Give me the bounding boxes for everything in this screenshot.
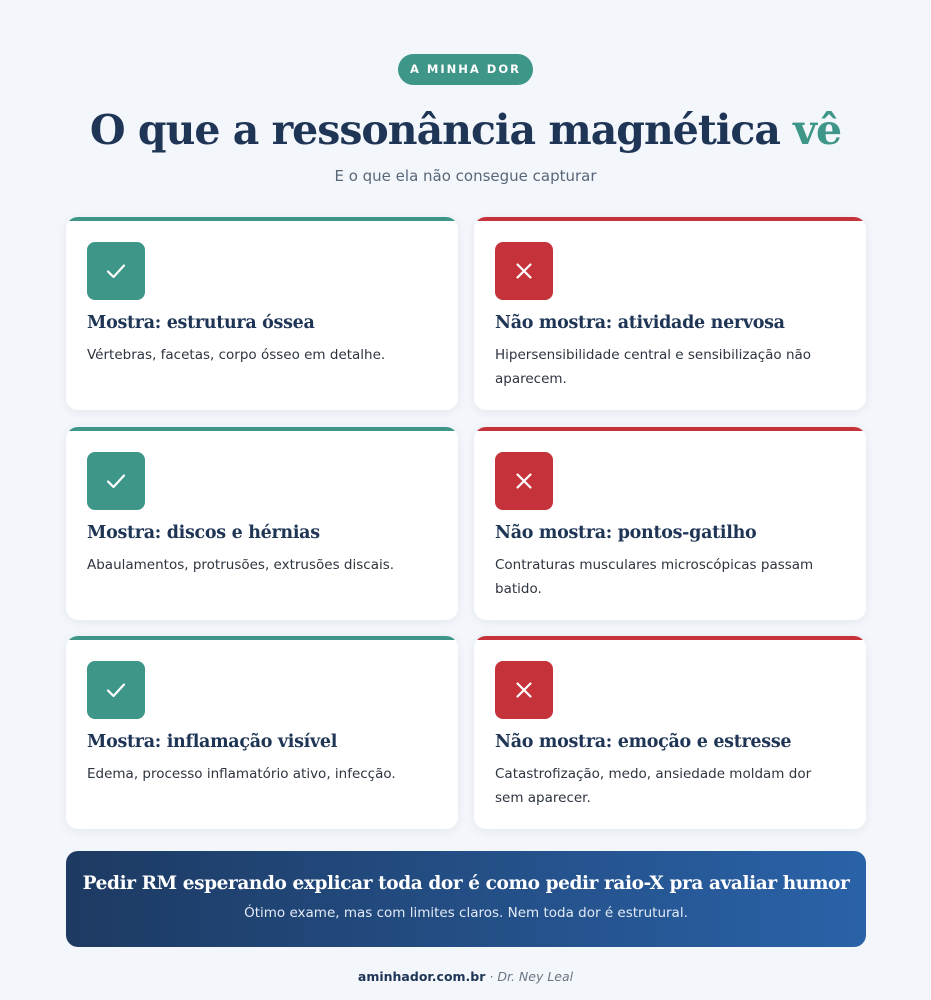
footer-separator: · — [485, 969, 498, 984]
card-description: Catastrofização, medo, ansiedade moldam dor sem aparecer. — [495, 766, 812, 806]
page-subtitle: E o que ela não consegue capturar — [334, 167, 597, 185]
banner-title: Pedir RM esperando explicar toda dor é como pedir raio-X pra avaliar humor — [82, 873, 850, 894]
card-description: Abaulamentos, protrusões, extrusões discais. — [87, 557, 395, 573]
card-not-shows-emotion-stress — [474, 636, 866, 829]
footer — [0, 969, 931, 984]
card-not-shows-trigger-points — [474, 427, 866, 620]
card-description: Edema, processo inflamatório ativo, infecção. — [87, 766, 396, 782]
card-title: Mostra: inflamação visível — [87, 732, 338, 752]
footer-author: Dr. Ney Leal — [497, 969, 574, 984]
check-icon — [87, 242, 145, 300]
title-main: O que a ressonância magnética — [89, 106, 780, 154]
card-description: Hipersensibilidade central e sensibilização não aparecem. — [495, 347, 812, 387]
title-accent: vê — [793, 106, 842, 154]
card-title: Mostra: discos e hérnias — [87, 523, 320, 543]
card-title: Mostra: estrutura óssea — [87, 313, 315, 333]
card-not-shows-nerve-activity — [474, 217, 866, 410]
card-title: Não mostra: emoção e estresse — [495, 732, 792, 752]
check-icon — [87, 452, 145, 510]
check-icon — [87, 661, 145, 719]
card-title: Não mostra: pontos-gatilho — [495, 523, 757, 543]
card-title: Não mostra: atividade nervosa — [495, 313, 785, 333]
footer-site-link[interactable]: aminhador.com.br — [357, 969, 486, 984]
x-icon — [495, 661, 553, 719]
x-icon — [495, 242, 553, 300]
card-shows-discs-hernias — [66, 427, 458, 620]
conclusion-banner — [66, 851, 866, 947]
banner-subtitle: Ótimo exame, mas com limites claros. Nem toda dor é estrutural. — [244, 905, 688, 921]
card-description: Vértebras, facetas, corpo ósseo em detalhe. — [87, 347, 386, 363]
page-title — [0, 100, 931, 160]
x-icon — [495, 452, 553, 510]
card-shows-bone-structure — [66, 217, 458, 410]
card-shows-inflammation — [66, 636, 458, 829]
card-description: Contraturas musculares microscópicas passam batido. — [495, 557, 814, 597]
header-badge: A MINHA DOR — [398, 54, 533, 85]
